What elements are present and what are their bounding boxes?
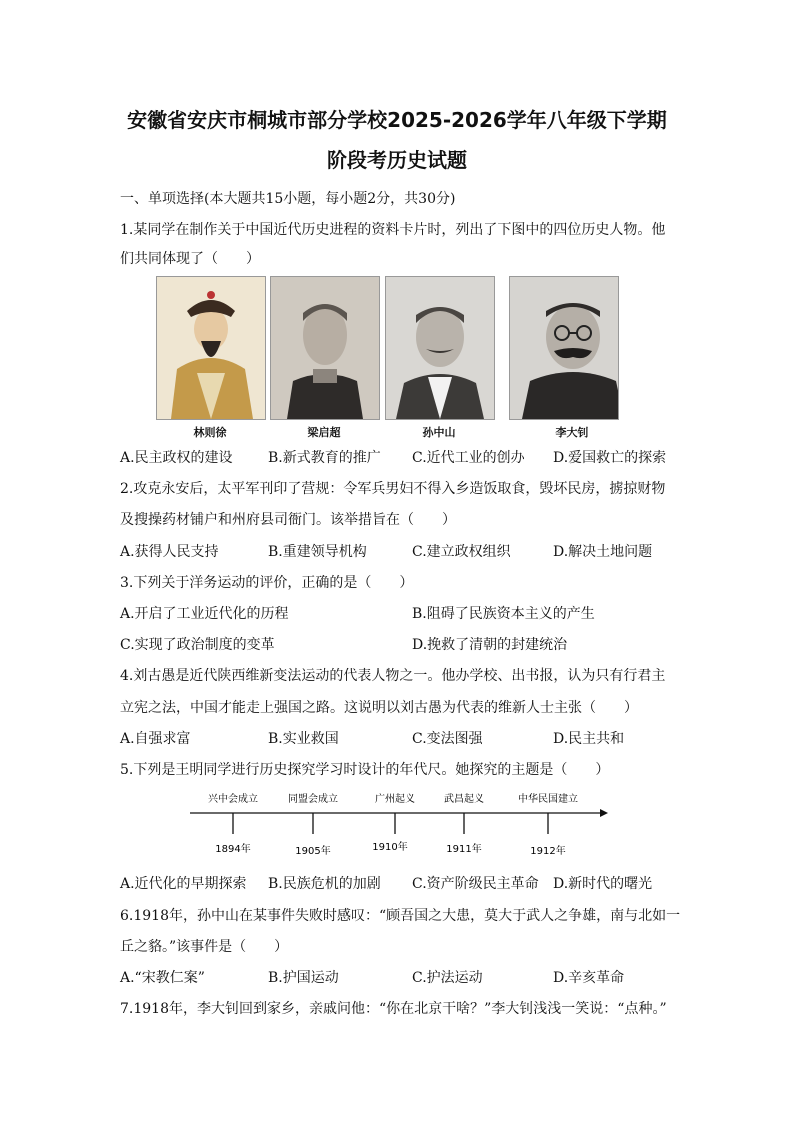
- q4-option-a[interactable]: A.自强求富: [120, 731, 191, 747]
- q6-option-a[interactable]: A.“宋教仁案”: [120, 970, 205, 986]
- caption-liang-qichao: 梁启超: [307, 426, 341, 439]
- q5-option-d[interactable]: D.新时代的曙光: [553, 876, 653, 892]
- timeline-year-4: 1911年: [446, 844, 482, 855]
- q3-option-b[interactable]: B.阻碍了民族资本主义的产生: [412, 606, 595, 622]
- caption-lin-zexu: 林则徐: [193, 426, 227, 439]
- timeline-year-5: 1912年: [530, 846, 566, 857]
- timeline-event-1: 兴中会成立: [208, 794, 258, 805]
- q2-option-a[interactable]: A.获得人民支持: [120, 544, 219, 560]
- q6-option-d[interactable]: D.辛亥革命: [553, 970, 625, 986]
- q2-option-d[interactable]: D.解决土地问题: [553, 544, 653, 560]
- q4-option-d[interactable]: D.民主共和: [553, 731, 625, 747]
- q2-stem-line2: 及搜操药材铺户和州府县司衙门。该举措旨在（ ）: [120, 512, 456, 528]
- q5-option-c[interactable]: C.资产阶级民主革命: [412, 876, 539, 892]
- q1-stem-line1: 1.某同学在制作关于中国近代历史进程的资料卡片时，列出了下图中的四位历史人物。他: [120, 222, 666, 238]
- q5-option-a[interactable]: A.近代化的早期探索: [120, 876, 247, 892]
- page-title-line2: 阶段考历史试题: [327, 148, 467, 172]
- q1-option-b[interactable]: B.新式教育的推广: [268, 450, 381, 466]
- timeline-event-3: 广州起义: [375, 794, 415, 805]
- portrait-li-dazhao: [509, 276, 619, 420]
- q6-stem-line1: 6.1918年，孙中山在某事件失败时感叹：“顾吾国之大患，莫大于武人之争雄，南与北如一: [120, 908, 681, 924]
- q2-option-b[interactable]: B.重建领导机构: [268, 544, 367, 560]
- q5-option-b[interactable]: B.民族危机的加剧: [268, 876, 381, 892]
- q5-stem: 5.下列是王明同学进行历史探究学习时设计的年代尺。她探究的主题是（ ）: [120, 762, 610, 778]
- q6-option-b[interactable]: B.护国运动: [268, 970, 339, 986]
- q3-option-c[interactable]: C.实现了政治制度的变革: [120, 637, 275, 653]
- q7-stem: 7.1918年，李大钊回到家乡，亲戚问他：“你在北京干啥？”李大钊浅浅一笑说：“点种。”: [120, 1001, 667, 1017]
- q1-stem-line2: 们共同体现了（ ）: [120, 251, 260, 267]
- q3-option-a[interactable]: A.开启了工业近代化的历程: [120, 606, 289, 622]
- q1-option-d[interactable]: D.爱国救亡的探索: [553, 450, 667, 466]
- q1-option-a[interactable]: A.民主政权的建设: [120, 450, 233, 466]
- timeline-arrow-icon: [600, 809, 608, 817]
- q4-stem-line2: 立宪之法，中国才能走上强国之路。这说明以刘古愚为代表的维新人士主张（ ）: [120, 700, 638, 716]
- q2-option-c[interactable]: C.建立政权组织: [412, 544, 511, 560]
- portrait-liang-qichao: [270, 276, 380, 420]
- q6-stem-line2: 丘之貉。”该事件是（ ）: [120, 939, 289, 955]
- section-heading: 一、单项选择(本大题共15小题，每小题2分，共30分): [120, 191, 456, 207]
- caption-li-dazhao: 李大钊: [555, 426, 589, 439]
- timeline-event-4: 武昌起义: [444, 794, 484, 805]
- q6-option-c[interactable]: C.护法运动: [412, 970, 483, 986]
- timeline-year-3: 1910年: [372, 842, 408, 853]
- timeline-event-2: 同盟会成立: [288, 794, 338, 805]
- timeline-ruler: [186, 788, 610, 860]
- caption-sun-yat-sen: 孙中山: [422, 426, 456, 439]
- timeline-year-1: 1894年: [215, 844, 251, 855]
- q4-option-c[interactable]: C.变法图强: [412, 731, 483, 747]
- q4-option-b[interactable]: B.实业救国: [268, 731, 339, 747]
- q3-stem: 3.下列关于洋务运动的评价，正确的是（ ）: [120, 575, 414, 591]
- timeline-event-5: 中华民国建立: [518, 794, 578, 805]
- timeline-year-2: 1905年: [295, 846, 331, 857]
- q4-stem-line1: 4.刘古愚是近代陕西维新变法运动的代表人物之一。他办学校、出书报，认为只有行君主: [120, 668, 666, 684]
- portrait-sun-yat-sen: [385, 276, 495, 420]
- q1-option-c[interactable]: C.近代工业的创办: [412, 450, 525, 466]
- portrait-lin-zexu: [156, 276, 266, 420]
- q3-option-d[interactable]: D.挽救了清朝的封建统治: [412, 637, 568, 653]
- q2-stem-line1: 2.攻克永安后，太平军刊印了营规：令军兵男妇不得入乡造饭取食，毁坏民房，掳掠财物: [120, 481, 666, 497]
- page-title-line1: 安徽省安庆市桐城市部分学校2025-2026学年八年级下学期: [127, 108, 667, 132]
